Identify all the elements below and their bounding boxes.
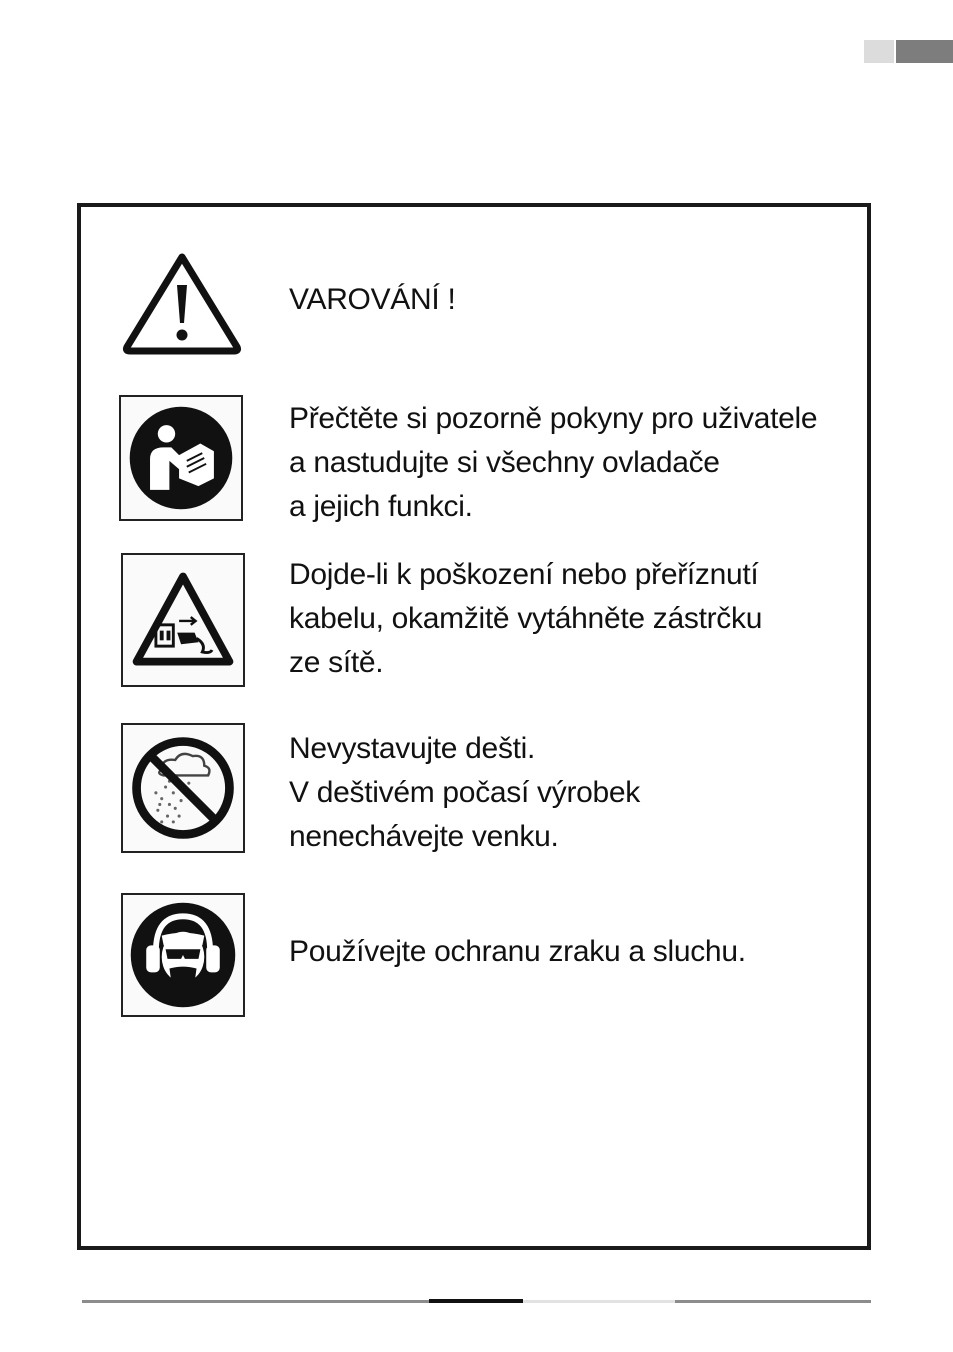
corner-tab-light — [864, 40, 894, 63]
no-rain-icon — [121, 723, 245, 853]
eye-ear-protection-icon — [121, 893, 245, 1017]
read-manual-line: Přečtěte si pozorně pokyny pro uživatele — [289, 402, 818, 435]
no-rain-line: V deštivém počasí výrobek — [289, 776, 640, 809]
footer-rule-gray — [82, 1300, 429, 1303]
warning-text — [289, 278, 859, 322]
unplug-cable-icon — [121, 553, 245, 687]
no-rain-line: Nevystavujte dešti. — [289, 732, 536, 765]
footer-rule-gray-right — [675, 1300, 871, 1303]
read-manual-text — [289, 397, 859, 529]
warning-line: VAROVÁNÍ ! — [289, 283, 456, 316]
unplug-cable-line: Dojde-li k poškození nebo přeříznutí — [289, 558, 759, 591]
warnings-frame — [77, 203, 871, 1250]
corner-tab-dark — [896, 40, 953, 63]
no-rain-text — [289, 727, 859, 859]
read-manual-icon — [119, 395, 243, 521]
read-manual-line: a jejich funkci. — [289, 490, 473, 523]
eye-ear-protection-line: Používejte ochranu zraku a sluchu. — [289, 935, 746, 968]
read-manual-line: a nastudujte si všechny ovladače — [289, 446, 720, 479]
no-rain-line: nenechávejte venku. — [289, 820, 559, 853]
eye-ear-protection-text — [289, 930, 859, 974]
unplug-cable-text — [289, 553, 859, 685]
footer-rule-dark — [429, 1299, 523, 1303]
warning-triangle-icon — [121, 247, 243, 369]
unplug-cable-line: ze sítě. — [289, 646, 384, 679]
unplug-cable-line: kabelu, okamžitě vytáhněte zástrčku — [289, 602, 763, 635]
footer-rule-light — [523, 1300, 675, 1303]
